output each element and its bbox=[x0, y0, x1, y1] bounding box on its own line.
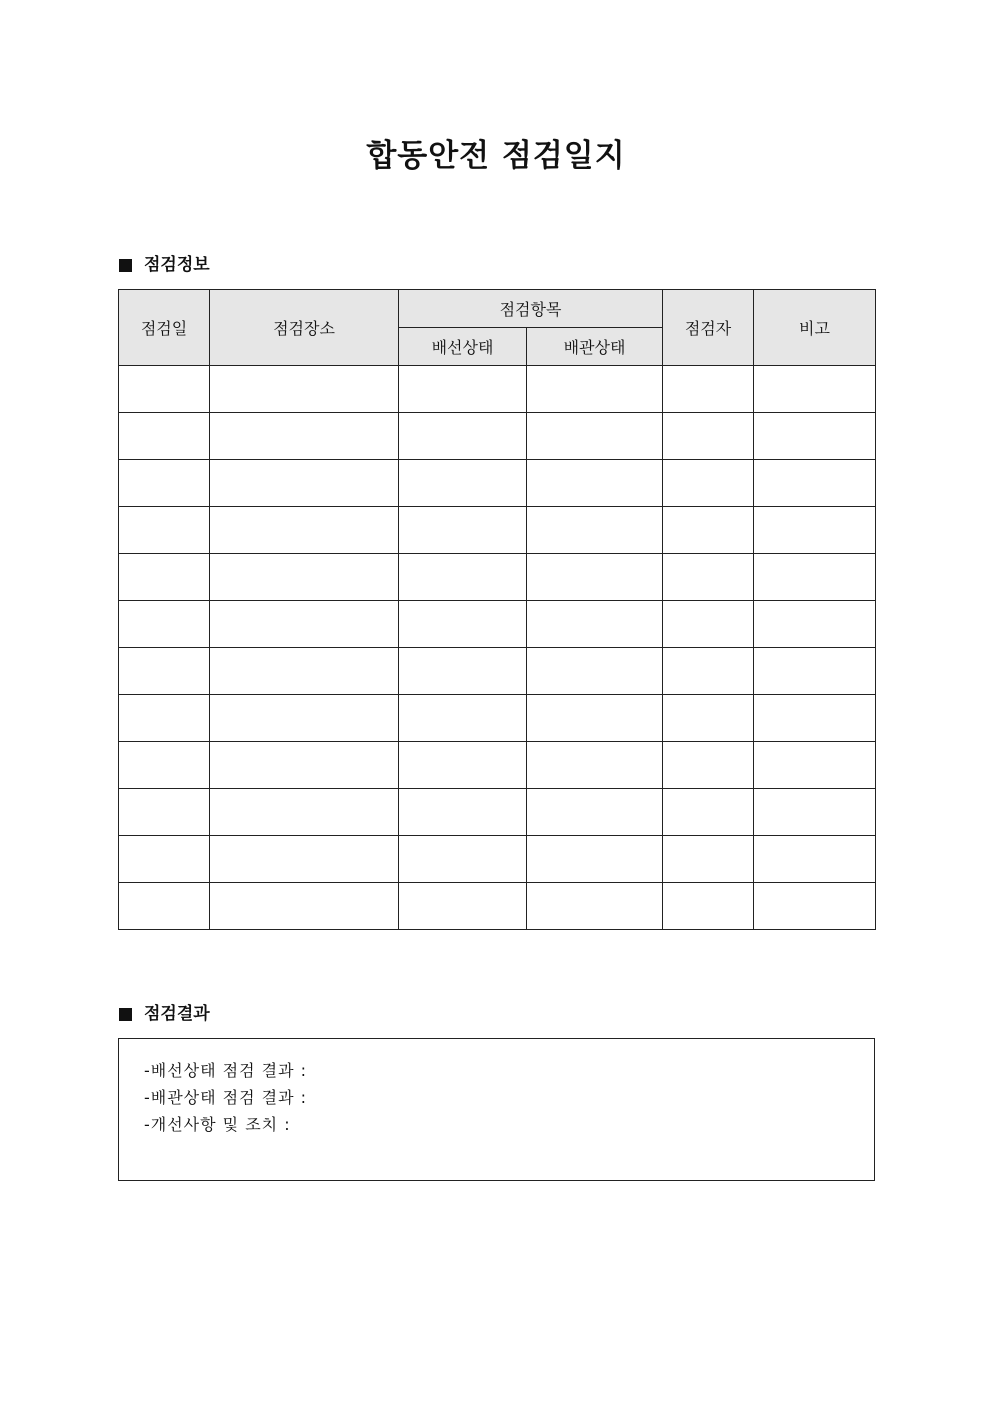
piping-cell[interactable] bbox=[527, 507, 663, 554]
remarks-cell[interactable] bbox=[754, 460, 876, 507]
section-heading-info-label: 점검정보 bbox=[144, 255, 210, 275]
date-cell[interactable] bbox=[119, 742, 210, 789]
inspector-cell[interactable] bbox=[663, 789, 754, 836]
table-row bbox=[119, 695, 876, 742]
table-header-row bbox=[119, 290, 876, 328]
piping-cell[interactable] bbox=[527, 742, 663, 789]
piping-cell[interactable] bbox=[527, 601, 663, 648]
location-cell[interactable] bbox=[210, 366, 399, 413]
inspector-cell[interactable] bbox=[663, 695, 754, 742]
location-cell[interactable] bbox=[210, 601, 399, 648]
piping-cell[interactable] bbox=[527, 554, 663, 601]
piping-cell[interactable] bbox=[527, 460, 663, 507]
wiring-cell[interactable] bbox=[399, 507, 527, 554]
wiring-cell[interactable] bbox=[399, 695, 527, 742]
remarks-cell[interactable] bbox=[754, 507, 876, 554]
result-box[interactable] bbox=[118, 1038, 875, 1181]
date-cell[interactable] bbox=[119, 648, 210, 695]
inspection-table bbox=[118, 289, 876, 930]
wiring-cell[interactable] bbox=[399, 742, 527, 789]
table-row bbox=[119, 789, 876, 836]
inspector-cell[interactable] bbox=[663, 366, 754, 413]
column-header-inspector: 점검자 bbox=[663, 290, 754, 366]
column-header-piping: 배관상태 bbox=[527, 328, 663, 366]
column-header-wiring: 배선상태 bbox=[399, 328, 527, 366]
date-cell[interactable] bbox=[119, 836, 210, 883]
column-header-items-group: 점검항목 bbox=[399, 290, 663, 328]
inspector-cell[interactable] bbox=[663, 742, 754, 789]
table-row bbox=[119, 366, 876, 413]
result-line-improvements: -개선사항 및 조치 : bbox=[144, 1115, 291, 1134]
inspector-cell[interactable] bbox=[663, 883, 754, 930]
result-line-piping: -배관상태 점검 결과 : bbox=[144, 1088, 308, 1107]
page-title: 합동안전 점검일지 bbox=[366, 138, 626, 174]
remarks-cell[interactable] bbox=[754, 601, 876, 648]
date-cell[interactable] bbox=[119, 507, 210, 554]
date-cell[interactable] bbox=[119, 413, 210, 460]
column-header-remarks: 비고 bbox=[754, 290, 876, 366]
date-cell[interactable] bbox=[119, 695, 210, 742]
square-bullet-icon bbox=[119, 259, 132, 272]
location-cell[interactable] bbox=[210, 836, 399, 883]
remarks-cell[interactable] bbox=[754, 695, 876, 742]
date-cell[interactable] bbox=[119, 460, 210, 507]
location-cell[interactable] bbox=[210, 695, 399, 742]
location-cell[interactable] bbox=[210, 648, 399, 695]
inspector-cell[interactable] bbox=[663, 601, 754, 648]
remarks-cell[interactable] bbox=[754, 789, 876, 836]
piping-cell[interactable] bbox=[527, 648, 663, 695]
remarks-cell[interactable] bbox=[754, 648, 876, 695]
location-cell[interactable] bbox=[210, 742, 399, 789]
date-cell[interactable] bbox=[119, 366, 210, 413]
section-heading-info bbox=[119, 253, 210, 277]
wiring-cell[interactable] bbox=[399, 554, 527, 601]
table-row bbox=[119, 883, 876, 930]
result-lines bbox=[144, 1057, 307, 1138]
location-cell[interactable] bbox=[210, 413, 399, 460]
piping-cell[interactable] bbox=[527, 836, 663, 883]
date-cell[interactable] bbox=[119, 883, 210, 930]
wiring-cell[interactable] bbox=[399, 601, 527, 648]
location-cell[interactable] bbox=[210, 789, 399, 836]
location-cell[interactable] bbox=[210, 507, 399, 554]
location-cell[interactable] bbox=[210, 554, 399, 601]
piping-cell[interactable] bbox=[527, 413, 663, 460]
remarks-cell[interactable] bbox=[754, 836, 876, 883]
wiring-cell[interactable] bbox=[399, 366, 527, 413]
table-row bbox=[119, 601, 876, 648]
piping-cell[interactable] bbox=[527, 883, 663, 930]
table-row bbox=[119, 507, 876, 554]
date-cell[interactable] bbox=[119, 554, 210, 601]
column-header-location: 점검장소 bbox=[210, 290, 399, 366]
square-bullet-icon bbox=[119, 1008, 132, 1021]
date-cell[interactable] bbox=[119, 601, 210, 648]
location-cell[interactable] bbox=[210, 883, 399, 930]
piping-cell[interactable] bbox=[527, 789, 663, 836]
location-cell[interactable] bbox=[210, 460, 399, 507]
table-row bbox=[119, 413, 876, 460]
remarks-cell[interactable] bbox=[754, 883, 876, 930]
table-row bbox=[119, 836, 876, 883]
inspector-cell[interactable] bbox=[663, 413, 754, 460]
table-row bbox=[119, 554, 876, 601]
result-line-wiring: -배선상태 점검 결과 : bbox=[144, 1061, 308, 1080]
piping-cell[interactable] bbox=[527, 695, 663, 742]
section-heading-result-label: 점검결과 bbox=[144, 1004, 210, 1024]
wiring-cell[interactable] bbox=[399, 789, 527, 836]
inspector-cell[interactable] bbox=[663, 648, 754, 695]
wiring-cell[interactable] bbox=[399, 836, 527, 883]
inspector-cell[interactable] bbox=[663, 554, 754, 601]
piping-cell[interactable] bbox=[527, 366, 663, 413]
remarks-cell[interactable] bbox=[754, 413, 876, 460]
wiring-cell[interactable] bbox=[399, 413, 527, 460]
section-heading-result bbox=[119, 1002, 210, 1026]
table-row bbox=[119, 742, 876, 789]
table-row bbox=[119, 460, 876, 507]
inspector-cell[interactable] bbox=[663, 460, 754, 507]
remarks-cell[interactable] bbox=[754, 742, 876, 789]
remarks-cell[interactable] bbox=[754, 366, 876, 413]
inspector-cell[interactable] bbox=[663, 836, 754, 883]
date-cell[interactable] bbox=[119, 789, 210, 836]
inspector-cell[interactable] bbox=[663, 507, 754, 554]
table-row bbox=[119, 648, 876, 695]
wiring-cell[interactable] bbox=[399, 883, 527, 930]
table-body bbox=[119, 366, 876, 930]
remarks-cell[interactable] bbox=[754, 554, 876, 601]
wiring-cell[interactable] bbox=[399, 460, 527, 507]
column-header-date: 점검일 bbox=[119, 290, 210, 366]
wiring-cell[interactable] bbox=[399, 648, 527, 695]
